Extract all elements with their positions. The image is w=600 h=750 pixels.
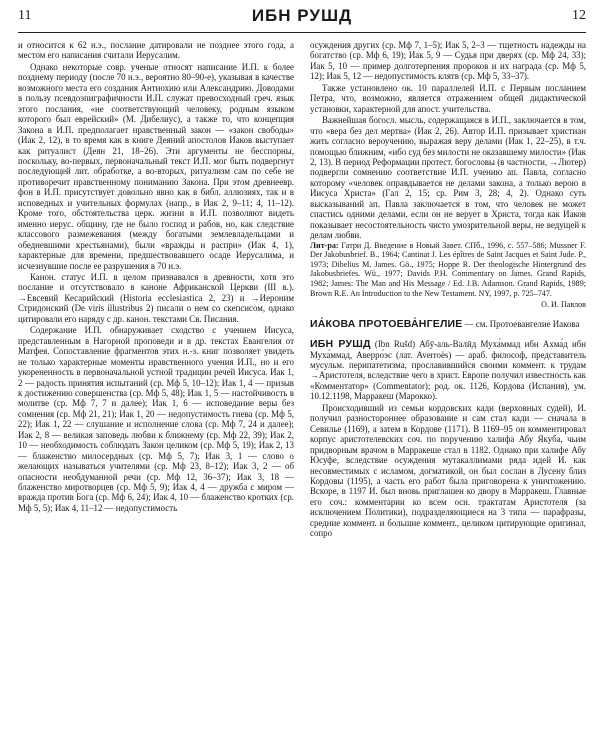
page-number-right: 12 [572,8,586,23]
entry-text: (Ibn Rušd) Абӯ-аль-Валӣд Муха́ммад ибн Ахма́д ибн Муха́ммад, Аверро́эс (лат. Averroës) — араб. философ, представитель мусульм. перипатетизма, прославившийся своими коммент. к трудам →Аристотеля, вследствие чего в христ. Европе получил известность как «Комментатор» (Commentator); род. ок. 1126, Кордова (Испания), ум. 10.12.1198, Марракеш (Марокко). [310,339,586,402]
paragraph: Происходивший из семьи кордовских кади (верховных судей), И. получил разностороннее образование и сам стал кади — сначала в Севилье (1169), а затем в Кордове (1171). В 1169–95 он комментировал корпус аристотелевских соч. по поручению халифа Абу Якуба, чьим придворным врачом в Марракеше стал в 1182. Однако при халифе Абу Юсуфе, вследствие осуждения мутакаллимами ряда идей И. как несовместимых с исламом, догматикой, он был сослан в Лусену близ Кордовы (1195), а часть его работ была приговорена к уничтожению. Вскоре, в 1197 И. был вновь приглашен ко двору в Марракеш. Главные его соч.: комментарии ко всем осн. трактатам Аристотеля (за исключением Политики), подразделяющиеся на 3 типа — парафразы, средние коммент. и большие коммент., целиком цитирующие оригинал, сопро [310,402,586,539]
running-header [18,6,586,33]
paragraph: Однако некоторые совр. ученые относят написание И.П. к более позднему периоду (после 70 н.э., вероятно 80–90-е), указывая в качестве возможного места его создания Антиохию или Александрию. Доводами в пользу псевдоэпиграфичности И.П. служат превосходный греч. язык этого послания, «не соответствующий человеку, родным языком которого был еврейский» (М. Дибелиус), а также то, что концепция Закона в И.П. предполагает нравственный закон — «закон свободы» (Иак 2, 12), в то время как в книге Деяний апостолов Иаков выступает как ритуалист (Деян 21, 18–26). Эти аргументы не бесспорны, поскольку, во-первых, первоначальный текст И.П. мог быть подвергнут последующей лит. обработке, а во-вторых, ритуализм сам по себе не противоречит нравственному пониманию Закона. При этом древнеевр. фон в И.П. присутствует довольно явно как в библ. аллюзиях, так и в исповедных и учительных формулах (напр., в Иак 2, 9–11; 4, 11–12). Кроме того, обстоятельства церк. жизни в И.П. позволяют видеть именно иерус. общину, где не было господ и рабов, но, как следствие классового размежевания (между богатыми землевладельцами и обедневшими крестьянами), были «вражды и распри» (Иак 4, 1), характерные для времени, предшествовавшего осаде Иерусалима, и исчезнувшие после ее разрушения в 70 н.э. [18,61,294,271]
literature-text: Гатри Д. Введение в Новый Завет. СПб., 1996, с. 557–586; Mussner F. Der Jakobusbrief. В., 1964; Cantinat J. Les épîtres de Saint Jacques et Saint Jude. P., 1973; Dibelius M. James. Gö., 1975; Hoppe R. Der theologische Hintergrund des Jakobusbriefes. Wü., 1977; Davids P.H. Commentary on James. Grand Rapids, 1982; James: The Man and His Message / Ed. J.B. Adamson. Grand Rapids, 1989; Brown R.E. An Introduction to the New Testament. NY, 1997, p. 725–747. [310,240,586,298]
paragraph: осуждения других (ср. Мф 7, 1–5); Иак 5, 2–3 — тщетность надежды на богатство (ср. Мф 6, 19); Иак 5, 9 — Судья при дверях (ср. Мф 24, 33); Иак 5, 10 — пример долготерпения пророков и их награда (ср. Мф 5, 12); Иак 5, 12 — недопустимость клятв (ср. Мф 5, 33–37). [310,40,586,82]
literature-list [310,241,586,299]
paragraph: и относится к 62 н.э., послание датировали не позднее этого года, а местом его написания считали Иерусалим. [18,40,294,61]
literature-label: Лит-ра: [310,240,339,250]
paragraph: Важнейшая богосл. мысль, содержащаяся в И.П., заключается в том, что «вера без дел мертва» (Иак 2, 26). Автор И.П. призывает христиан жить согласно вероучению, выражая веру делами (Иак 1, 22–25), в т.ч. помощью ближним, «ибо суд без милости не оказавшему милости» (Иак 2, 13). В период Реформации протест. богословы (в частности, →Лютер) подвергли сомнению соответствие И.П. учению ап. Павла, согласно которому «человек оправдывается не делами закона, а только верою в Иисуса Христа» (Гал 2, 15; ср. Рим 3, 28; 4, 2). Однако суть высказываний ап. Павла заключается в том, что человек не может спастись одними делами, если он не верует в Христа, тогда как Иаков показывает несостоятельность чисто умозрительной веры, не ведущей к делам любви. [310,115,586,241]
entry-headword: ИБН РУШД [310,338,371,351]
entry-headword: ИА́КОВА ПРОТОЕВА́НГЕЛИЕ [310,317,463,330]
article-author: О. И. Павлов [541,300,586,310]
paragraph: Содержание И.П. обнаруживает сходство с учением Иисуса, представленным в Нагорной проповеди и в др. текстах Евангелия от Матфея. Сопоставление фрагментов этих н.-з. книг позволяет увидеть не только характерные моменты нравственного учения И.П., но и его укорененность в первоначальной устной традиции речей Иисуса. Иак 1, 2 — радость принятия испытаний (ср. Мф 5, 10–12); Иак 1, 4 — призыв к достижению совершенства (ср. Мф 5, 48); Иак 1, 5 — настойчивость в молитве (ср. Мф 7, 7 и далее); Иак 1, 6 — исповедание веры без сомнения (ср. Мф 21, 21); Иак 1, 20 — недопустимость гнева (ср. Мф 5, 22); Иак 1, 22 — слушание и исполнение слова (ср. Мф 7, 24 и далее); Иак 2, 8 — великая заповедь любви к ближнему (ср. Мф 22, 39); Иак 2, 10 — необходимость соблюдать Закон целиком (ср. Мф 5, 19); Иак 2, 13 — блаженство милосердных (ср. Мф 5, 7); Иак 3, 1 — слово о желающих называться учителями (ср. Мф 23, 8–12); Иак 3, 2 — об опасности необдуманной речи (ср. Мф 12, 36–37); Иак 3, 18 — блаженство миротворцев (ср. Мф 5, 9); Иак 4, 4 — дружба с миром — вражда против Бога (ср. Мф 6, 24); Иак 4, 10 — блаженство кротких (ср. Мф 5, 5); Иак 4, 11–12 — недопустимость [18,325,294,513]
article-entry [310,339,586,402]
paragraph: Также установлено ок. 10 параллелей И.П. с Первым посланием Петра, что, возможно, является отражением общей дидактической установки, характерной для апост. учительства. [310,82,586,114]
cross-reference-entry [310,319,586,329]
running-title: ИБН РУШД [251,6,353,25]
left-column [18,40,294,746]
right-column [310,40,586,746]
entry-text: — см. Протоевангелие Иакова [464,318,580,329]
page-number-left: 11 [18,8,32,23]
paragraph: Канон. статус И.П. в целом признавался в древности, хотя это послание и отсутствовало в каноне Африканской Церкви (III в.). →Евсевий Кесарийский (Historia ecclesiastica 2, 23) и →Иероним Стридонский (De viris illustribus 2) писали о нем со скепсисом, однако цитировали его наряду с др. канон. текстами Св. Писания. [18,271,294,324]
